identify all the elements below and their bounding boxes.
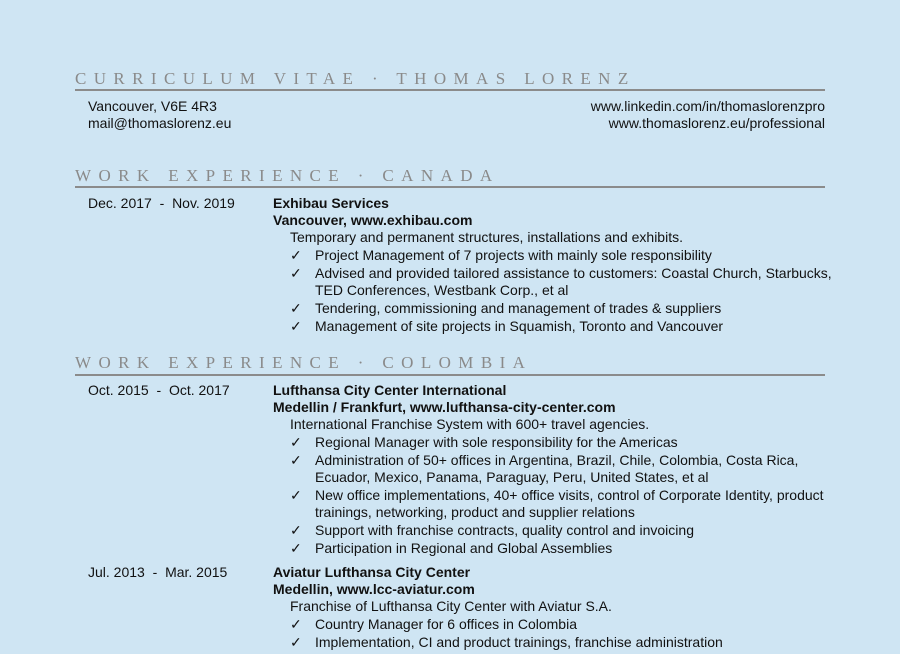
- email-link[interactable]: mail@thomaslorenz.eu: [88, 115, 232, 131]
- entry-dates: Dec. 2017 - Nov. 2019: [88, 195, 235, 211]
- entry-body: [273, 195, 833, 335]
- company-name: Lufthansa City Center International: [273, 382, 507, 398]
- list-item: ✓ Country Manager for 6 offices in Colombia: [290, 616, 577, 632]
- entry-dates: Oct. 2015 - Oct. 2017: [88, 382, 230, 398]
- checkmark-icon: ✓: [290, 522, 302, 538]
- achievement-list: [273, 616, 833, 651]
- checkmark-icon: ✓: [290, 487, 302, 503]
- company-location: Vancouver, www.exhibau.com: [273, 212, 473, 228]
- checkmark-icon: ✓: [290, 634, 302, 650]
- title-rule: [75, 89, 825, 91]
- company-location: Medellin, www.lcc-aviatur.com: [273, 581, 475, 597]
- checkmark-icon: ✓: [290, 452, 302, 468]
- section-rule-canada: [75, 186, 825, 188]
- company-description: Temporary and permanent structures, installations and exhibits.: [290, 229, 683, 245]
- checkmark-icon: ✓: [290, 265, 302, 281]
- company-description: Franchise of Lufthansa City Center with Aviatur S.A.: [290, 598, 612, 614]
- cv-title: CURRICULUM VITAE · THOMAS LORENZ: [75, 69, 636, 88]
- entry-body: [273, 564, 833, 651]
- checkmark-icon: ✓: [290, 434, 302, 450]
- list-item: ✓ New office implementations, 40+ office visits, control of Corporate Identity, product trainings, networking, product and supplier relations: [290, 487, 824, 520]
- section-rule-colombia: [75, 374, 825, 376]
- list-item: ✓ Regional Manager with sole responsibility for the Americas: [290, 434, 678, 450]
- list-item: ✓ Advised and provided tailored assistance to customers: Coastal Church, Starbucks, TED Conferences, Westbank Corp., et al: [290, 265, 832, 298]
- section-title-colombia: WORK EXPERIENCE · COLOMBIA: [75, 353, 533, 372]
- company-location: Medellin / Frankfurt, www.lufthansa-city-center.com: [273, 399, 616, 415]
- achievement-list: [273, 434, 833, 557]
- list-item: ✓ Tendering, commissioning and management of trades & suppliers: [290, 300, 722, 316]
- checkmark-icon: ✓: [290, 247, 302, 263]
- company-name: Exhibau Services: [273, 195, 389, 211]
- list-item: ✓ Management of site projects in Squamish, Toronto and Vancouver: [290, 318, 724, 334]
- list-item: ✓ Participation in Regional and Global Assemblies: [290, 540, 613, 556]
- checkmark-icon: ✓: [290, 540, 302, 556]
- list-item: ✓ Support with franchise contracts, quality control and invoicing: [290, 522, 694, 538]
- address: Vancouver, V6E 4R3: [88, 98, 217, 114]
- checkmark-icon: ✓: [290, 318, 302, 334]
- entry-body: [273, 382, 833, 557]
- contact-right: [591, 98, 825, 132]
- company-description: International Franchise System with 600+ travel agencies.: [290, 416, 650, 432]
- section-title-canada: WORK EXPERIENCE · CANADA: [75, 166, 500, 185]
- achievement-list: [273, 247, 833, 335]
- linkedin-link[interactable]: www.linkedin.com/in/thomaslorenzpro: [590, 98, 825, 114]
- list-item: ✓ Project Management of 7 projects with mainly sole responsibility: [290, 247, 712, 263]
- company-name: Aviatur Lufthansa City Center: [273, 564, 471, 580]
- checkmark-icon: ✓: [290, 300, 302, 316]
- checkmark-icon: ✓: [290, 616, 302, 632]
- list-item: ✓ Administration of 50+ offices in Argentina, Brazil, Chile, Colombia, Costa Rica, Ecuador, Mexico, Panama, Paraguay, Peru, United States, et al: [290, 452, 799, 485]
- website-link[interactable]: www.thomaslorenz.eu/professional: [608, 115, 825, 131]
- list-item: ✓ Implementation, CI and product trainings, franchise administration: [290, 634, 723, 650]
- entry-dates: Jul. 2013 - Mar. 2015: [88, 564, 228, 580]
- contact-left: [88, 98, 231, 132]
